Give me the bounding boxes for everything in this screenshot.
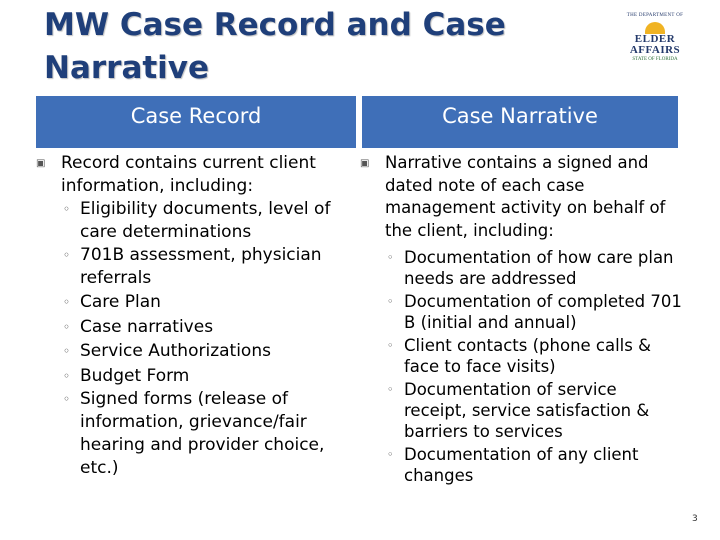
- logo-brand-line2: AFFAIRS: [629, 44, 681, 56]
- circle-bullet-icon: ◦: [63, 248, 71, 262]
- logo-dept-text: THE DEPARTMENT OF: [626, 13, 684, 18]
- list-item: ◦ Documentation of service receipt, service satisfaction & barriers to services: [387, 380, 650, 441]
- circle-bullet-icon: ◦: [63, 392, 71, 406]
- list-item: ◦ Eligibility documents, level of care determinations: [63, 199, 331, 242]
- page-number: 3: [692, 514, 698, 524]
- case-record-intro: Record contains current client information, including:: [61, 153, 316, 196]
- logo-brand-line1: ELDER: [634, 33, 676, 45]
- list-item: ◦ Documentation of completed 701 B (initial and annual): [387, 292, 682, 332]
- list-item: ◦ Service Authorizations: [61, 339, 354, 364]
- circle-bullet-icon: ◦: [63, 319, 71, 334]
- list-item: ◦ Signed forms (release of information, grievance/fair hearing and provider choice, etc.): [63, 389, 325, 478]
- case-narrative-header: Case Narrative: [362, 96, 678, 148]
- circle-bullet-icon: ◦: [387, 251, 394, 264]
- slide-title: MW Case Record and Case Narrative: [44, 7, 506, 86]
- list-item: ◦ 701B assessment, physician referrals: [63, 245, 322, 288]
- circle-bullet-icon: ◦: [387, 448, 394, 461]
- list-item: ◦ Documentation of how care plan needs are addressed: [387, 248, 674, 288]
- circle-bullet-icon: ◦: [387, 295, 394, 308]
- list-item: ◦ Client contacts (phone calls & face to face visits): [387, 336, 651, 376]
- square-bullet-icon: ▣: [36, 158, 46, 169]
- logo-state-text: STATE OF FLORIDA: [632, 57, 678, 62]
- case-record-column: [36, 152, 354, 480]
- list-item: ◦ Documentation of any client changes: [387, 445, 639, 485]
- list-item: ◦ Case narratives: [61, 315, 354, 340]
- circle-bullet-icon: ◦: [63, 295, 71, 309]
- list-item: ◦ Care Plan: [61, 290, 354, 315]
- circle-bullet-icon: ◦: [63, 202, 71, 216]
- case-narrative-bullet: [360, 152, 682, 486]
- circle-bullet-icon: ◦: [63, 368, 71, 383]
- case-narrative-intro: Narrative contains a signed and dated note of each case management activity on behalf of the client, including:: [385, 153, 666, 240]
- case-record-sublist: [61, 198, 354, 480]
- square-bullet-icon: ▣: [360, 158, 370, 169]
- elder-affairs-logo: [626, 12, 684, 78]
- case-record-header: Case Record: [36, 96, 356, 148]
- case-narrative-column: [360, 152, 682, 486]
- case-narrative-sublist: [385, 247, 682, 486]
- case-record-bullet: [36, 152, 354, 480]
- circle-bullet-icon: ◦: [387, 339, 394, 352]
- circle-bullet-icon: ◦: [63, 344, 71, 358]
- circle-bullet-icon: ◦: [387, 383, 394, 396]
- list-item: ◦ Budget Form: [61, 364, 354, 389]
